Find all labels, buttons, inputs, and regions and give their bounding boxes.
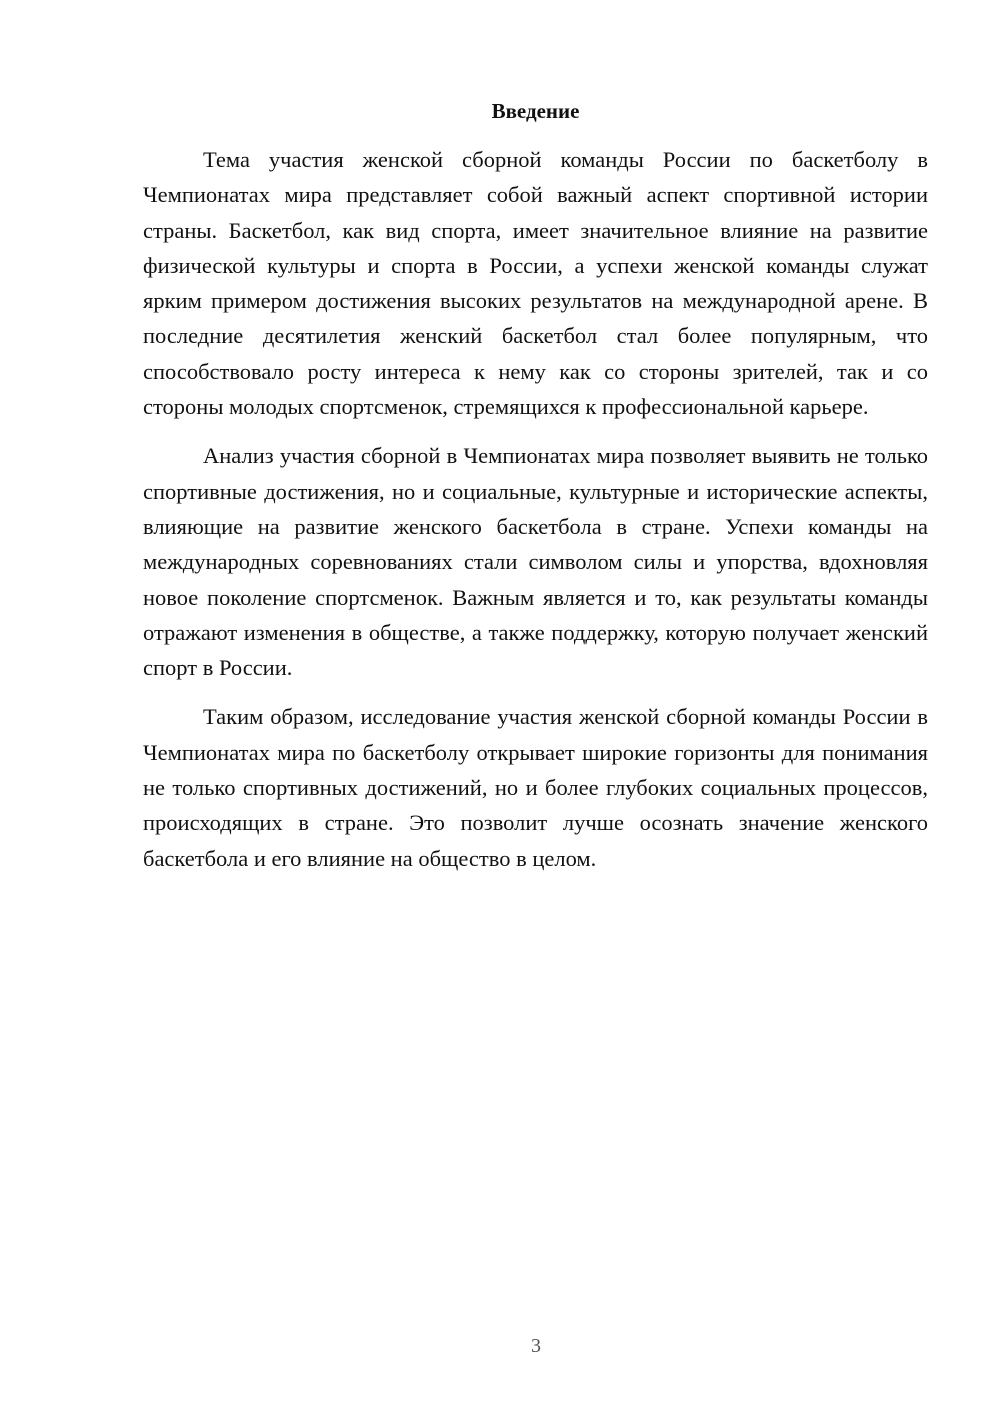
section-title: Введение — [491, 99, 580, 123]
page-number: 3 — [531, 1335, 541, 1357]
paragraph-2: Анализ участия сборной в Чемпионатах мира позволяет выявить не только спортивные достижения, но и социальные, культурные и исторические аспекты, влияющие на развитие женского баскетбола в стране. Успехи команды на международных соревнованиях стали символом силы и упорства, вдохновляя новое поколение спортсменок. Важным является и то, как результаты команды отражают изменения в обществе, а также поддержку, которую получает женский спорт в России. — [143, 443, 928, 681]
body-text — [143, 142, 928, 890]
paragraph-3: Таким образом, исследование участия женской сборной команды России в Чемпионатах мира по баскетболу открывает широкие горизонты для понимания не только спортивных достижений, но и более глубоких социальных процессов, происходящих в стране. Это позволит лучше осознать значение женского баскетбола и его влияние на общество в целом. — [143, 704, 928, 871]
paragraph-1: Тема участия женской сборной команды России по баскетболу в Чемпионатах мира представляет собой важный аспект спортивной истории страны. Баскетбол, как вид спорта, имеет значительное влияние на развитие физической культуры и спорта в России, а успехи женской команды служат ярким примером достижения высоких результатов на международной арене. В последние десятилетия женский баскетбол стал более популярным, что способствовало росту интереса к нему как со стороны зрителей, так и со стороны молодых спортсменок, стремящихся к профессиональной карьере. — [143, 147, 928, 420]
